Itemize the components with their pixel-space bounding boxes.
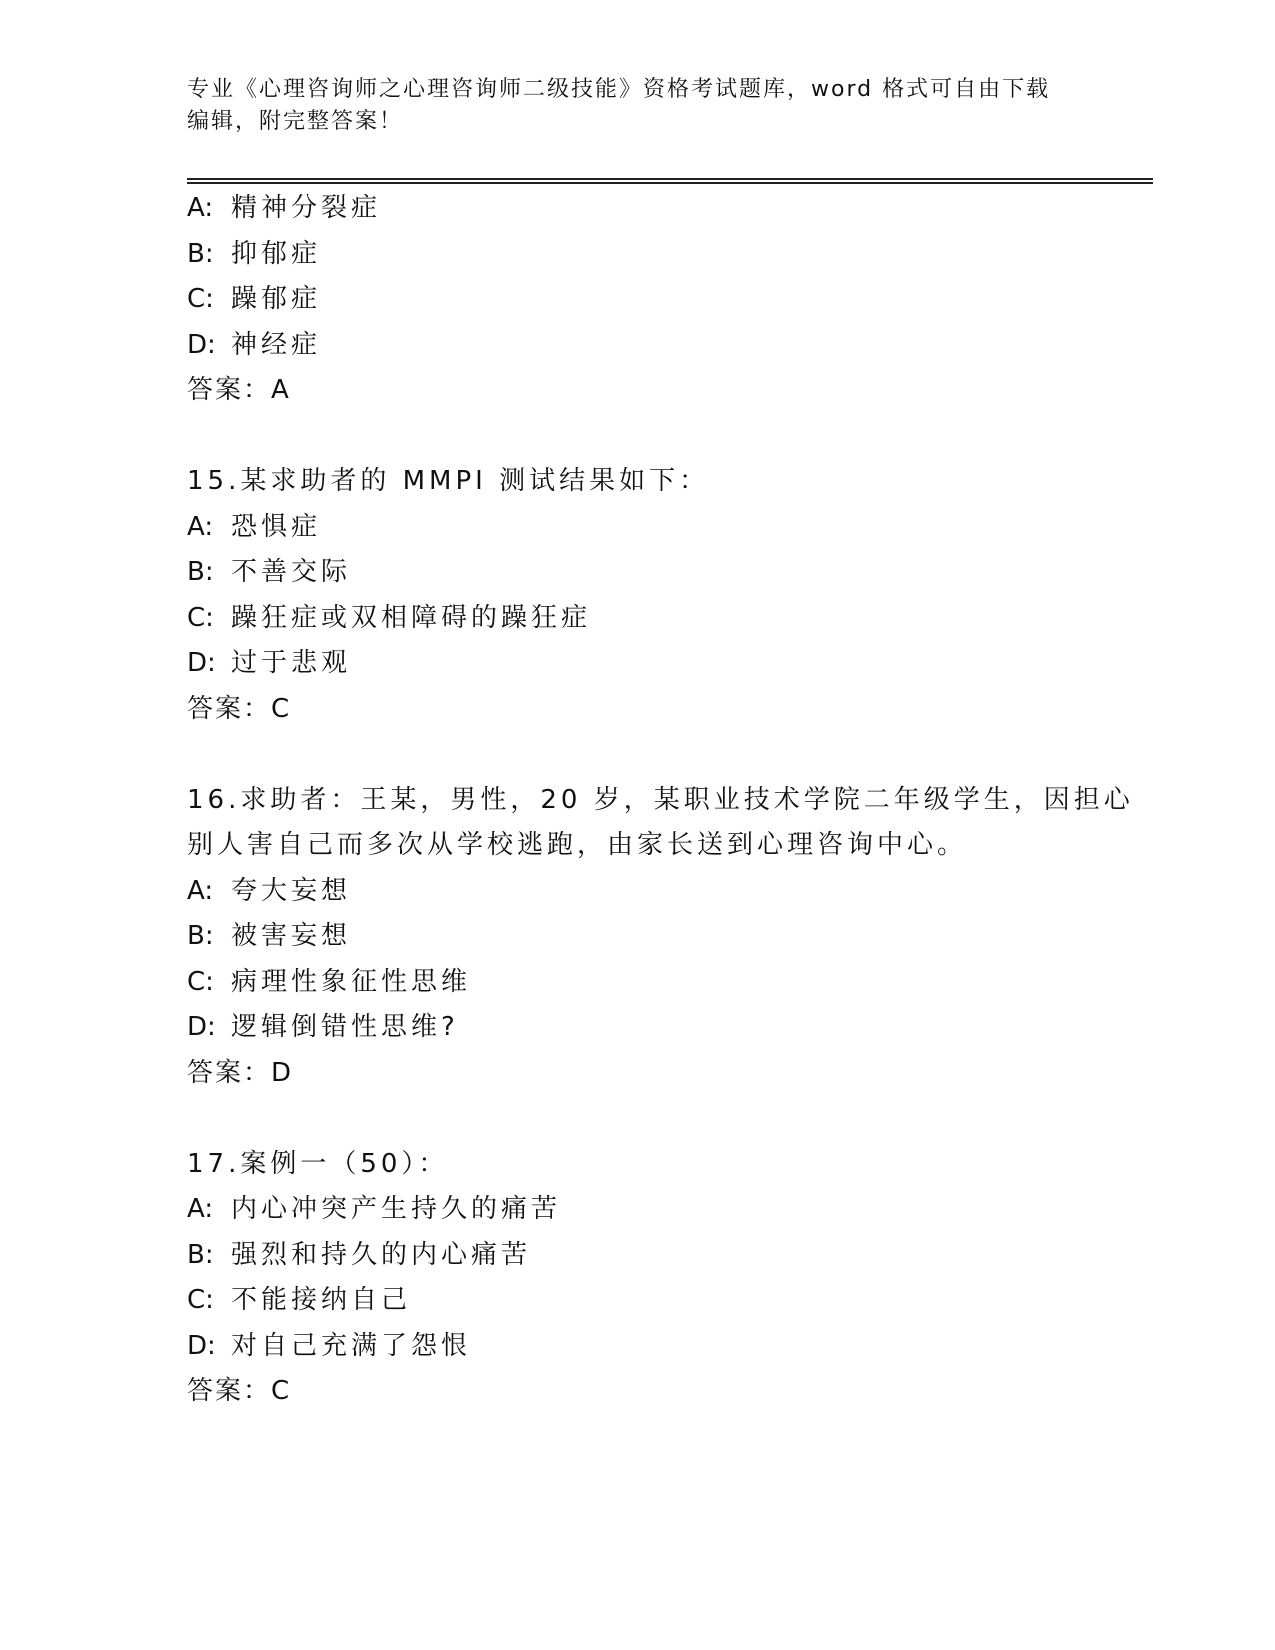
option-a	[187, 505, 1107, 551]
question-block	[187, 186, 1107, 414]
option-text: 夸大妄想	[231, 875, 352, 906]
option-text: 精神分裂症	[231, 193, 382, 223]
option-letter: C:	[187, 602, 214, 633]
header-divider-bottom	[187, 182, 1153, 184]
option-letter: C:	[187, 284, 214, 314]
answer-value: D	[271, 1057, 294, 1088]
option-text: 躁郁症	[231, 284, 322, 314]
option-d	[187, 641, 1107, 687]
answer-label: 答案：	[187, 693, 272, 724]
option-a	[187, 869, 1107, 915]
answer-line	[187, 368, 1107, 414]
option-letter: B:	[187, 238, 214, 269]
question-block	[187, 459, 1107, 732]
answer-value: C	[271, 1376, 292, 1406]
option-c	[187, 596, 1107, 642]
option-text: 内心冲突产生持久的痛苦	[231, 1194, 562, 1224]
option-text: 逻辑倒错性思维?	[231, 1012, 459, 1042]
option-letter: A:	[187, 1194, 214, 1224]
question-stem: 15.某求助者的 MMPI 测试结果如下：	[187, 466, 710, 496]
option-c	[187, 1278, 1107, 1324]
answer-value: C	[271, 693, 292, 724]
option-d	[187, 1005, 1107, 1051]
option-text: 抑郁症	[231, 238, 322, 269]
option-letter: D:	[187, 1330, 216, 1361]
option-a	[187, 1187, 1107, 1233]
spacer	[187, 414, 1107, 460]
option-text: 不善交际	[231, 557, 352, 587]
option-letter: A:	[187, 511, 214, 542]
option-text: 恐惧症	[231, 511, 322, 542]
spacer	[187, 732, 1107, 778]
question-list	[187, 186, 1134, 1415]
option-letter: D:	[187, 329, 216, 360]
option-text: 过于悲观	[231, 648, 352, 678]
header-divider-top	[187, 178, 1153, 180]
option-letter: A:	[187, 875, 214, 906]
option-letter: C:	[187, 1285, 214, 1315]
option-letter: B:	[187, 1239, 214, 1270]
option-text: 神经症	[231, 329, 322, 360]
question-stem-line-1: 16.求助者：王某，男性，20 岁，某职业技术学院二年级学生，因担心	[187, 784, 1134, 815]
option-d	[187, 323, 1107, 369]
option-c	[187, 960, 1107, 1006]
option-letter: B:	[187, 557, 214, 587]
answer-value: A	[271, 375, 291, 405]
question-block	[187, 1142, 1107, 1415]
question-stem-line-2: 别人害自己而多次从学校逃跑，由家长送到心理咨询中心。	[187, 830, 968, 860]
header-line-2: 编辑，附完整答案！	[187, 109, 404, 134]
option-b	[187, 1233, 1107, 1279]
option-text: 强烈和持久的内心痛苦	[231, 1239, 532, 1270]
option-text: 不能接纳自己	[231, 1285, 412, 1315]
option-letter: A:	[187, 193, 214, 223]
option-d	[187, 1324, 1107, 1370]
option-text: 躁狂症或双相障碍的躁狂症	[231, 602, 592, 633]
option-c	[187, 277, 1107, 323]
option-letter: D:	[187, 648, 216, 678]
option-b	[187, 232, 1107, 278]
question-block	[187, 778, 1134, 1097]
document-header	[187, 74, 1067, 138]
answer-label: 答案：	[187, 1057, 272, 1088]
spacer	[187, 1096, 1107, 1142]
option-text: 对自己充满了怨恨	[231, 1330, 472, 1361]
header-line-1: 专业《心理咨询师之心理咨询师二级技能》资格考试题库，word 格式可自由下载	[187, 77, 1051, 102]
answer-line	[187, 1051, 1107, 1097]
option-b	[187, 914, 1107, 960]
answer-label: 答案：	[187, 375, 272, 405]
option-text: 病理性象征性思维	[231, 966, 472, 997]
option-letter: B:	[187, 921, 214, 951]
answer-line	[187, 687, 1107, 733]
option-text: 被害妄想	[231, 921, 352, 951]
question-stem: 17.案例一（50）：	[187, 1148, 449, 1179]
option-b	[187, 550, 1107, 596]
option-letter: D:	[187, 1012, 216, 1042]
answer-label: 答案：	[187, 1376, 272, 1406]
option-a	[187, 186, 1107, 232]
option-letter: C:	[187, 966, 214, 997]
answer-line	[187, 1369, 1107, 1415]
